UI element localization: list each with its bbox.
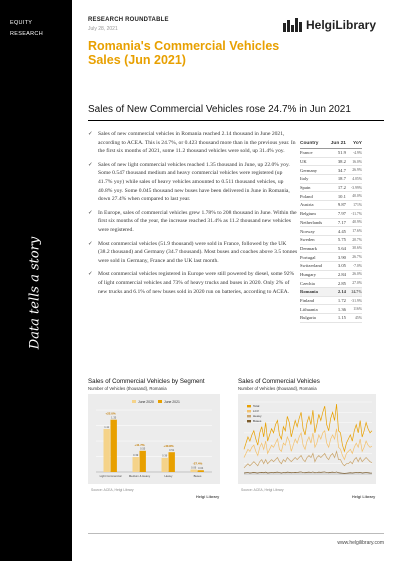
cell-country: UK xyxy=(300,157,327,166)
cell-yoy: -3.99% xyxy=(346,183,362,192)
table-row xyxy=(300,244,362,253)
cell-country: Sweden xyxy=(300,235,327,244)
cell-value: 1.15 xyxy=(327,314,346,323)
bar xyxy=(191,470,197,472)
bar xyxy=(162,458,168,472)
list-item xyxy=(88,270,298,296)
bar-value-label: 0.51 xyxy=(169,448,175,452)
cell-value: 34.7 xyxy=(327,166,346,175)
cell-yoy: 171% xyxy=(346,201,362,210)
cell-value: 3.90 xyxy=(327,253,346,262)
table-row xyxy=(300,288,362,297)
legend-label: June 2020 xyxy=(138,399,154,404)
table-header-row xyxy=(300,141,362,149)
cell-value: 4.45 xyxy=(327,227,346,236)
cell-country: Austria xyxy=(300,201,327,210)
bar-value-label: 0.55 xyxy=(140,447,146,451)
bar xyxy=(169,452,175,472)
series-line xyxy=(244,472,372,473)
table-row xyxy=(300,314,362,323)
table-row xyxy=(300,279,362,288)
table-row xyxy=(300,149,362,158)
chart-subtitle: Number of Vehicles (thousand), Romania xyxy=(88,386,167,391)
chart-logo: Helgi Library xyxy=(352,495,376,499)
list-item xyxy=(88,209,298,235)
legend-label: Buses xyxy=(253,419,262,424)
cell-country: Romania xyxy=(300,288,327,297)
bar xyxy=(198,470,204,472)
cell-yoy: 20.7% xyxy=(346,235,362,244)
sidebar-label-research: RESEARCH xyxy=(10,31,43,37)
cell-value: 7.17 xyxy=(327,218,346,227)
table-row xyxy=(300,183,362,192)
bar-value-label: 0.06 xyxy=(191,466,197,470)
sidebar xyxy=(0,0,72,561)
table-row xyxy=(300,305,362,314)
cell-value: 9.87 xyxy=(327,201,346,210)
footer-link[interactable]: www.helgilibrary.com xyxy=(337,540,384,546)
cell-country: Poland xyxy=(300,192,327,201)
change-label: +22.0% xyxy=(105,411,116,416)
cell-value: 5.64 xyxy=(327,244,346,253)
legend-swatch xyxy=(158,400,162,403)
cell-value: 5.75 xyxy=(327,235,346,244)
legend-swatch xyxy=(247,405,251,407)
table-row xyxy=(300,175,362,184)
bar xyxy=(111,420,117,472)
cell-yoy: -4.9% xyxy=(346,149,362,158)
cell-yoy: -31.9% xyxy=(346,296,362,305)
country-table xyxy=(300,141,362,323)
check-icon: ✓ xyxy=(88,209,93,216)
table-row xyxy=(300,166,362,175)
check-icon: ✓ xyxy=(88,271,93,278)
table-row xyxy=(300,209,362,218)
change-label: -27.4% xyxy=(192,461,203,466)
table-row xyxy=(300,296,362,305)
cell-value: 51.9 xyxy=(327,149,346,158)
category-label: Buses xyxy=(193,474,202,478)
change-label: +40.8% xyxy=(163,444,174,449)
list-item xyxy=(88,161,298,204)
chart-title: Sales of Commercial Vehicles xyxy=(238,378,320,385)
cell-country: Portugal xyxy=(300,253,327,262)
category-label: Heavy xyxy=(164,474,173,478)
list-item xyxy=(88,240,298,266)
footer-divider xyxy=(88,533,384,534)
bar-value-label: 0.36 xyxy=(162,454,168,458)
chart-logo: Helgi Library xyxy=(196,495,220,499)
col-header-yoy: YoY xyxy=(346,141,362,149)
chart-source: Source: ACEA, Helgi Library xyxy=(241,488,284,492)
cell-country: Czechia xyxy=(300,279,327,288)
trend-line-chart xyxy=(238,394,376,484)
cell-value: 2.84 xyxy=(327,270,346,279)
cell-country: Netherlands xyxy=(300,218,327,227)
bullet-list xyxy=(88,130,298,301)
page-title: Romania's Commercial Vehicles Sales (Jun 2021) xyxy=(88,39,280,67)
cell-yoy: 116% xyxy=(346,305,362,314)
cell-yoy: -11.7% xyxy=(346,209,362,218)
chart-title: Sales of Commercial Vehicles by Segment xyxy=(88,378,205,385)
cell-yoy: 27.0% xyxy=(346,279,362,288)
legend-label: June 2021 xyxy=(164,399,180,404)
change-label: +41.7% xyxy=(134,442,145,447)
cell-yoy: 17.6% xyxy=(346,227,362,236)
cell-yoy: 30.6% xyxy=(346,244,362,253)
table-row xyxy=(300,235,362,244)
table-row xyxy=(300,261,362,270)
legend-swatch xyxy=(132,400,136,403)
report-date: July 28, 2021 xyxy=(88,26,118,32)
cell-value: 38.2 xyxy=(327,157,346,166)
cell-yoy: 24.7% xyxy=(346,288,362,297)
bar-value-label: 0.39 xyxy=(133,453,139,457)
table-row xyxy=(300,218,362,227)
cell-value: 17.2 xyxy=(327,183,346,192)
check-icon: ✓ xyxy=(88,240,93,247)
table-row xyxy=(300,253,362,262)
cell-country: Lithuania xyxy=(300,305,327,314)
list-item xyxy=(88,130,298,156)
library-icon xyxy=(282,17,304,33)
table-row xyxy=(300,201,362,210)
segment-chart xyxy=(88,378,228,528)
cell-country: Germany xyxy=(300,166,327,175)
helgi-logo[interactable] xyxy=(282,17,376,33)
cell-value: 1.36 xyxy=(327,305,346,314)
segment-bar-chart xyxy=(88,394,220,484)
category-label: Light Commercial xyxy=(99,474,122,478)
bullet-text: Sales of new commercial vehicles in Romania reached 2.14 thousand in June 2021, according to ACEA. This is 24.7%, or 0.423 thousand more than in the previous year. In the first six months of 2021, some 11.2 thousand vehicles were sold, up 31.4% yoy. xyxy=(98,131,296,155)
footer-url[interactable] xyxy=(88,540,384,546)
legend-swatch xyxy=(247,420,251,422)
cell-country: France xyxy=(300,149,327,158)
cell-country: Spain xyxy=(300,183,327,192)
cell-value: 3.05 xyxy=(327,261,346,270)
cell-yoy: 16.0% xyxy=(346,157,362,166)
table-row xyxy=(300,192,362,201)
cell-value: 18.7 xyxy=(327,175,346,184)
cell-yoy: 4.05% xyxy=(346,175,362,184)
legend-label: Heavy xyxy=(253,414,262,419)
cell-yoy: 26.7% xyxy=(346,253,362,262)
bullet-text: In Europe, sales of commercial vehicles grew 1.78% to 208 thousand in June. Within the first six months of the year, the increase reached 31.4% as 11.2 thousand new vehicles were registered. xyxy=(98,209,297,233)
cell-country: Belgium xyxy=(300,209,327,218)
cell-yoy: 40.9% xyxy=(346,218,362,227)
cell-yoy: 45% xyxy=(346,314,362,323)
cell-yoy: 26.9% xyxy=(346,166,362,175)
cell-value: 2.85 xyxy=(327,279,346,288)
series-line xyxy=(244,451,372,467)
bar-value-label: 1.35 xyxy=(111,416,117,420)
check-icon: ✓ xyxy=(88,131,93,137)
cell-country: Hungary xyxy=(300,270,327,279)
bar xyxy=(140,451,146,472)
trend-chart xyxy=(238,378,384,528)
bullet-text: Sales of new light commercial vehicles reached 1.35 thousand in June, up 22.0% yoy. Some 0.547 thousand medium and heavy commercial vehicles were registered (up 41.7% yoy) while sales of heavy vehicles amounted to 0.511 thousand vehicles, up 40.8% yoy. Some 0.045 thousand new buses have been delivered in June in Romania, down 27.4% when compared to last year. xyxy=(98,161,290,203)
logo-text: HelgiLibrary xyxy=(306,18,377,32)
bar xyxy=(104,429,110,472)
subtitle-divider xyxy=(88,120,384,121)
tagline-text: Data tells a story xyxy=(27,236,43,350)
chart-source: Source: ACEA, Helgi Library xyxy=(91,488,134,492)
category-label: Medium & Heavy xyxy=(128,474,151,478)
sidebar-tagline xyxy=(20,236,50,350)
legend-label: Total xyxy=(253,404,260,409)
report-kicker: RESEARCH ROUNDTABLE xyxy=(88,17,169,23)
cell-value: 10.1 xyxy=(327,192,346,201)
table-row xyxy=(300,270,362,279)
table-row xyxy=(300,227,362,236)
table-body xyxy=(300,149,362,323)
cell-value: 1.72 xyxy=(327,296,346,305)
legend-label: LCV xyxy=(253,409,259,414)
cell-value: 2.14 xyxy=(327,288,346,297)
cell-yoy: -7.0% xyxy=(346,261,362,270)
bullet-text: Most commercial vehicles registered in Europe were still powered by diesel, some 92% of light commercial vehicles and 73% of heavy trucks and buses in 2020. Only 2% of new trucks and 6.1% of new buses sold in 2020 run on batteries, according to ACEA. xyxy=(98,271,295,295)
chart-subtitle: Number of Vehicles (thousand), Romania xyxy=(238,386,317,391)
col-header-value: Jun 21 xyxy=(327,141,346,149)
cell-country: Italy xyxy=(300,175,327,184)
cell-yoy: 40.0% xyxy=(346,192,362,201)
check-icon: ✓ xyxy=(88,161,93,168)
bar-value-label: 0.04 xyxy=(198,467,204,471)
col-header-country: Country xyxy=(300,141,327,149)
series-line xyxy=(244,404,372,451)
table-row xyxy=(300,157,362,166)
section-subtitle: Sales of New Commercial Vehicles rose 24.7% in Jun 2021 xyxy=(88,104,351,115)
legend-swatch xyxy=(247,415,251,417)
sidebar-label-equity: EQUITY xyxy=(10,20,33,26)
cell-country: Switzerland xyxy=(300,261,327,270)
bar-value-label: 1.11 xyxy=(104,425,110,429)
cell-value: 7.97 xyxy=(327,209,346,218)
cell-yoy: 26.0% xyxy=(346,270,362,279)
cell-country: Bulgaria xyxy=(300,314,327,323)
cell-country: Finland xyxy=(300,296,327,305)
bar xyxy=(133,457,139,472)
cell-country: Norway xyxy=(300,227,327,236)
cell-country: Denmark xyxy=(300,244,327,253)
legend-swatch xyxy=(247,410,251,412)
report-header xyxy=(88,17,298,67)
bullet-text: Most commercial vehicles (51.9 thousand) were sold in France, followed by the UK (38.2 thousand) and Germany (34.7 thousand). Most buses and coaches above 3.5 tonnes were sold in Germany, France and the UK last month. xyxy=(98,240,298,264)
